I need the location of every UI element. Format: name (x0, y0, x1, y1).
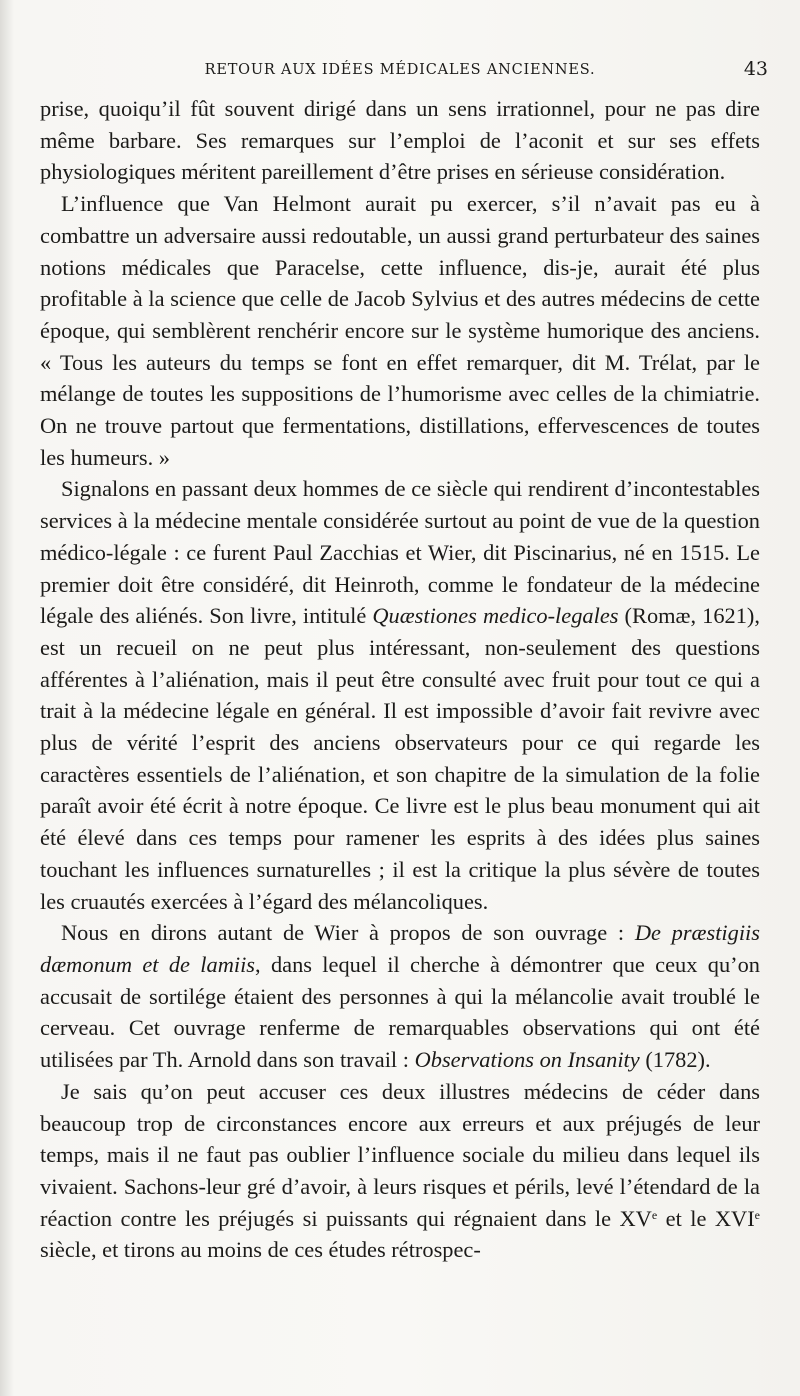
century-xv-suffix: e (651, 1207, 658, 1222)
book-title-de-praestigiis: De præstigiis dæmonum et de lamiis (40, 920, 760, 977)
paragraph-3 (40, 473, 760, 917)
paragraph-3-text-b: (Romæ, 1621), est un recueil on ne peut plus intéressant, non-seulement des questions afférentes à l’aliénation, mais il peut être consulté avec fruit pour tout ce qui a trait à la médecine légale en général. Il est impossible d’avoir fait revivre avec plus de vérité l’esprit des anciens observateurs pour ce qui regarde les caractères essentiels de l’aliénation, et son chapitre de la simulation de la folie paraît avoir été écrit à notre époque. Ce livre est le plus beau monument qui ait été élevé dans ces temps pour ramener les esprits à des idées plus saines touchant les influences surnaturelles ; il est la critique la plus sévère de toutes les cruautés exercées à l’égard des mélancoliques. (40, 603, 760, 914)
body-text (40, 93, 760, 1266)
paragraph-5 (40, 1076, 760, 1266)
book-title-quaestiones: Quæstiones medico-legales (372, 603, 619, 629)
century-xv (620, 1206, 658, 1231)
paragraph-5-text-b: et le (657, 1205, 715, 1231)
paragraph-1: prise, quoiqu’il fût souvent dirigé dans un sens irrationnel, pour ne pas dire même barbare. Ses remarques sur l’emploi de l’aconit et sur ses effets physiologiques méritent pareillement d’être prises en sérieuse considération. (40, 96, 760, 185)
book-title-observations: Observations on Insanity (414, 1047, 640, 1073)
paragraph-2: L’influence que Van Helmont aurait pu exercer, s’il n’avait pas eu à combattre un adversaire aussi redoutable, un aussi grand perturbateur des saines notions médicales que Paracelse, cette influence, dis-je, aurait été plus profitable à la science que celle de Jacob Sylvius et des autres médecins de cette époque, qui semblèrent renchérir encore sur le système humorique des anciens. « Tous les auteurs du temps se font en effet remarquer, dit M. Trélat, par le mélange de toutes les suppositions de l’humorisme avec celles de la chimiatrie. On ne trouve partout que fermentations, distillations, effervescences de toutes les humeurs. » (40, 191, 760, 470)
century-xvi-numeral: XVI (714, 1205, 755, 1231)
century-xvi-suffix: e (754, 1207, 760, 1222)
paragraph-4 (40, 917, 760, 1076)
paragraph-5-text-c: siècle, et tirons au moins de ces études rétrospec- (40, 1237, 481, 1263)
paragraph-4-text-c: (1782). (639, 1047, 711, 1073)
paragraph-5-text-a: Je sais qu’on peut accuser ces deux illustres médecins de céder dans beaucoup trop de circonstances encore aux erreurs et aux préjugés de leur temps, mais il ne faut pas oublier l’influence sociale du milieu dans lequel ils vivaient. Sachons-leur gré d’avoir, à leurs risques et périls, levé l’étendard de la réaction contre les préjugés si puissants qui régnaient dans le (40, 1078, 760, 1231)
running-head (40, 58, 768, 86)
century-xvi (715, 1206, 760, 1231)
paragraph-3-text-a: Signalons en passant deux hommes de ce siècle qui rendirent d’incontestables services à la médecine mentale considérée surtout au point de vue de la question médico-légale : ce furent Paul Zacchias et Wier, dit Piscinarius, né en 1515. Le premier doit être considéré, dit Heinroth, comme le fondateur de la médecine légale des aliénés. Son livre, intitulé (40, 476, 760, 629)
paragraph-4-text-a: Nous en dirons autant de Wier à propos de son ouvrage : (61, 920, 635, 946)
running-title: RETOUR AUX IDÉES MÉDICALES ANCIENNES. (204, 62, 596, 78)
century-xv-numeral: XV (619, 1205, 652, 1231)
page-number: 43 (743, 58, 768, 80)
paragraph-4-text-b: , dans lequel il cherche à démontrer que ceux qu’on accusait de sortilége étaient des personnes à qui la mélancolie avait troublé le cerveau. Cet ouvrage renferme de remarquables observations qui ont été utilisées par Th. Arnold dans son travail : (40, 951, 760, 1073)
